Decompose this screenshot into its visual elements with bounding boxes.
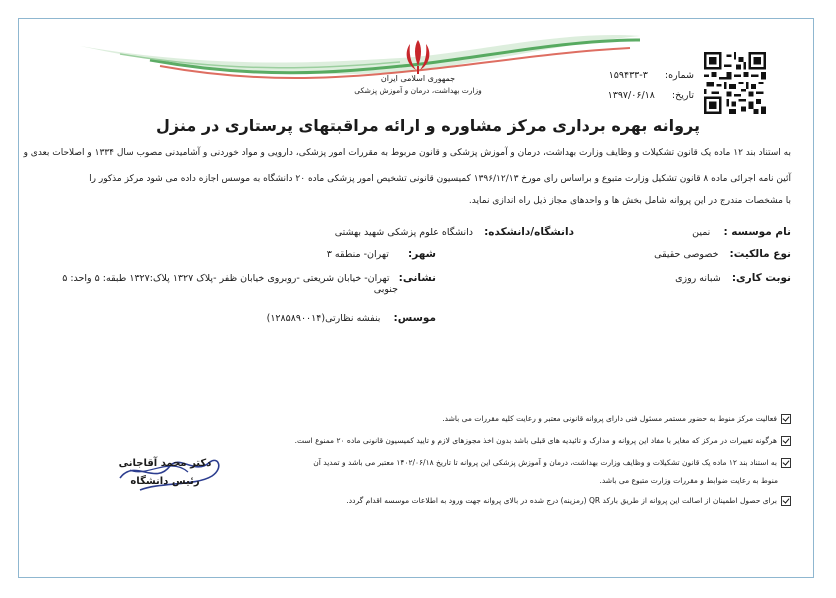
field-work-shift [675,266,791,285]
number-value: ۳-۱۵۹۴۳۳ [608,70,648,81]
note-item-4 [346,496,791,506]
emblem-caption-country: جمهوری اسلامی ایران [380,74,456,83]
field-address [62,266,436,285]
city-label: شهر: [408,248,436,260]
checkbox-icon [781,496,791,506]
note-text: هرگونه تغییرات در مرکز که مغایر با مفاد این پروانه و مدارک و تائیدیه های قبلی باشد بدون اخذ مجوزهای لازم و تایید کمیسیون قانونی ماده ۲۰ ممنوع است. [294,436,777,445]
institute-name-label: نام موسسه : [723,226,791,238]
work-shift-label: نوبت کاری: [731,272,791,284]
qr-code-icon [704,52,766,114]
note-item-2 [295,436,791,446]
date-value: ۱۳۹۷/۰۶/۱۸ [607,90,655,101]
university-value: دانشگاه علوم پزشکی شهید بهشتی [334,227,474,238]
address-label: نشانی: [398,272,436,284]
number-label: شماره: [664,70,694,81]
field-ownership [654,242,791,261]
body-paragraph-line-1: به استناد بند ۱۲ ماده یک قانون تشکیلات و وظایف وزارت بهداشت، درمان و آموزش پزشکی و قانون مربوط به مقررات امور پزشکی، دارویی و مواد خوردنی و آشامیدنی مصوب سال ۱۳۳۴ و اصلاحات بعدی و [23,148,791,158]
address-value-line-2: جنوبی [373,284,398,295]
note-item-3 [313,458,791,468]
ownership-label: نوع مالکیت: [729,248,791,260]
emblem-caption-ministry: وزارت بهداشت، درمان و آموزش پزشکی [354,86,482,95]
note-item-3-continued: منوط به رعایت ضوابط و مقررات وزارت متبوع می باشد. [599,476,778,485]
founder-value: بنفشه نظارتی(۱۲۸۵۸۹۰۰۱۴) [266,313,381,324]
iran-emblem-icon [398,36,438,78]
note-item-1 [442,414,791,424]
note-text: به استناد بند ۱۲ ماده یک قانون تشکیلات و وظایف وزارت بهداشت، درمان و آموزش پزشکی این پروانه تا تاریخ ۱۴۰۲/۰۶/۱۸ معتبر می باشد و تمدید آن [313,458,777,467]
checkbox-icon [781,414,791,424]
university-label: دانشگاه/دانشکده: [484,226,574,238]
field-university [335,220,574,239]
work-shift-value: شبانه روزی [675,273,721,284]
handwritten-signature-icon [100,448,230,498]
institute-name-value: نمین [692,227,711,238]
signatory-role: رئیس دانشگاه [130,476,200,487]
field-founder [267,306,436,325]
field-city [327,242,436,261]
city-value: تهران- منطقه ۳ [326,249,389,260]
ownership-value: خصوصی حقیقی [654,249,719,260]
number-line [609,70,694,81]
date-label: تاریخ: [671,90,694,101]
address-value: تهران- خیابان شریعتی -روبروی خیابان ظفر -پلاک ۱۳۲۷ پلاک:۱۳۲۷ طبقه: ۵ واحد: ۵ [62,273,390,284]
signatory-name: دکتر محمد آقاجانی [118,458,212,469]
founder-label: موسس: [393,312,436,324]
document-title: پروانه بهره برداری مرکز مشاوره و ارائه مراقبتهای پرستاری در منزل [156,116,700,135]
checkbox-icon [781,436,791,446]
body-paragraph-line-2: آئین نامه اجرائی ماده ۸ قانون تشکیل وزارت متبوع و براساس رای مورخ ۱۳۹۶/۱۲/۱۳ کمیسیون قانونی تشخیص امور پزشکی ماده ۲۰ دانشگاه به موسس اجازه داده می شود مرکز مذکور را [89,174,791,184]
field-institute-name [692,220,791,239]
date-line [608,90,694,101]
body-paragraph-line-3: با مشخصات مندرج در این پروانه شامل بخش ها و واحدهای مجاز ذیل راه اندازی نماید. [468,196,791,206]
note-text: فعالیت مرکز منوط به حضور مستمر مسئول فنی دارای پروانه قانونی معتبر و رعایت کلیه مقررات می باشد. [442,414,777,423]
checkbox-icon [781,458,791,468]
note-text: برای حصول اطمینان از اصالت این پروانه از طریق بارکد QR (رمزینه) درج شده در بالای پروانه جهت ورود به اطلاعات موسسه اقدام گردد. [346,496,777,505]
